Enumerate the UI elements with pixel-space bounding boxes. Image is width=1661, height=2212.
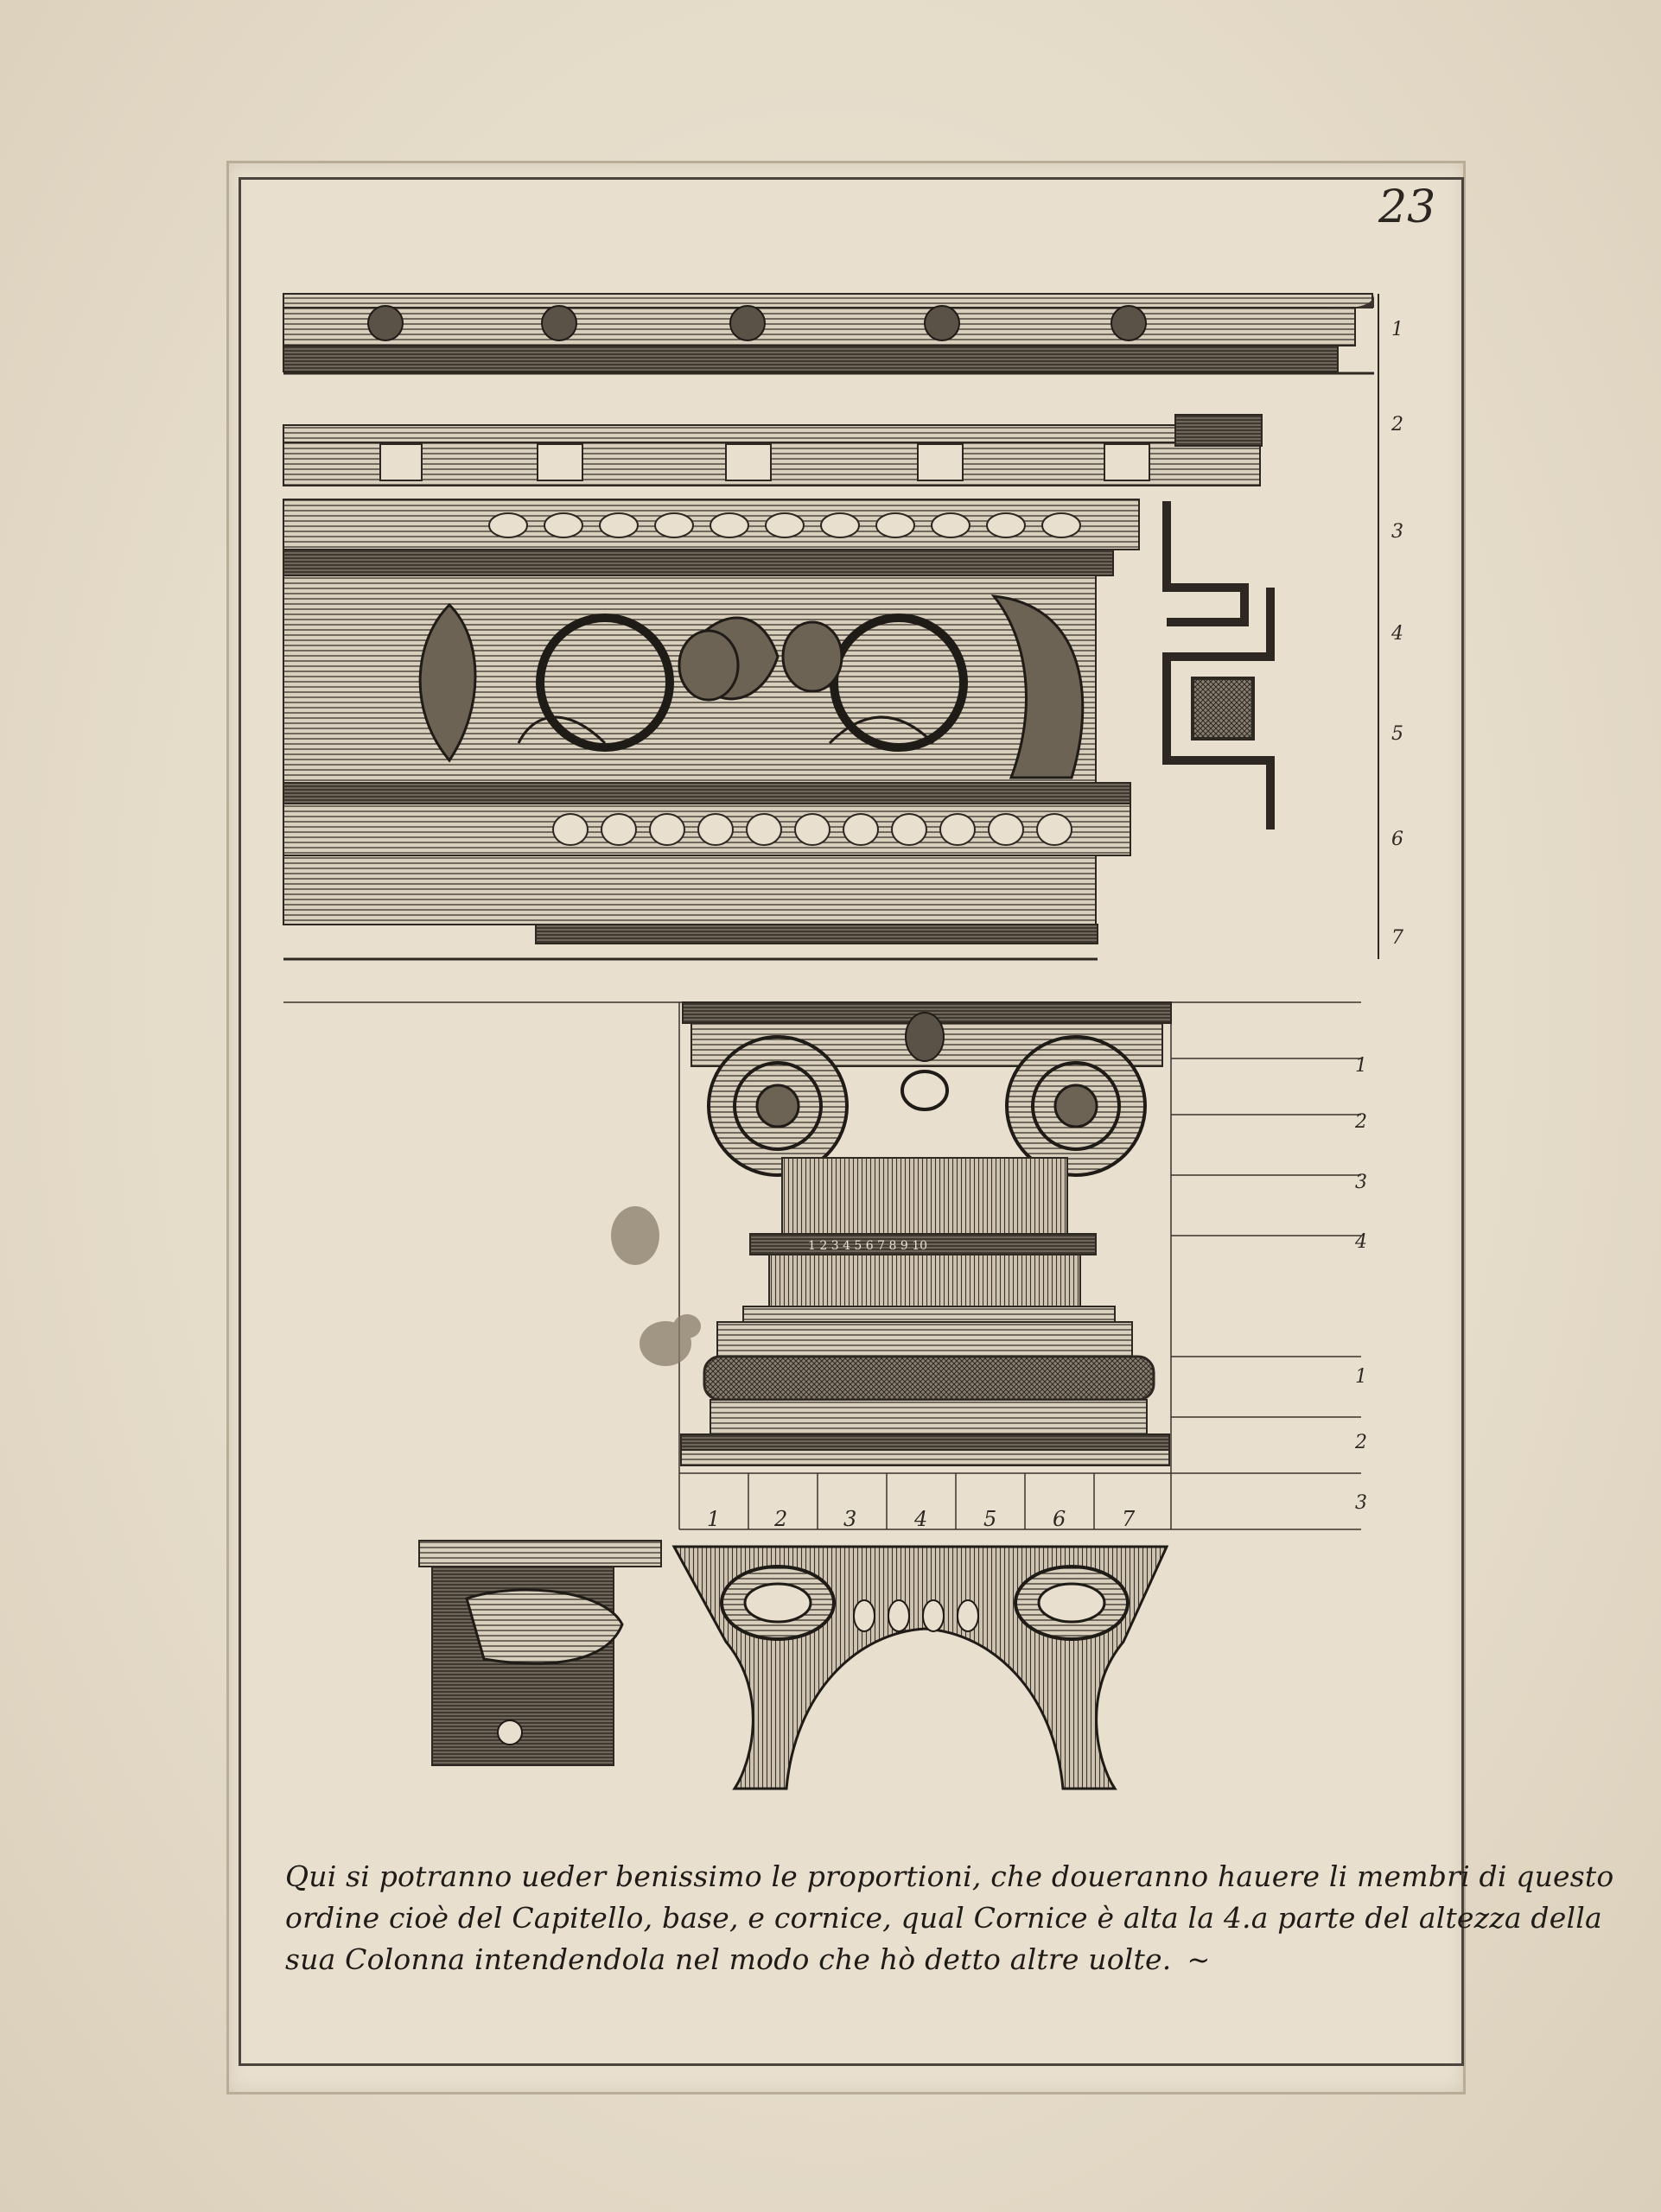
scale-label: 6 bbox=[1391, 829, 1403, 850]
cornice-top bbox=[283, 294, 1374, 373]
caption-text bbox=[285, 1856, 1614, 1980]
scale-label: 4 bbox=[1391, 623, 1403, 645]
scale-label: 2 bbox=[1355, 1432, 1367, 1453]
base-scale bbox=[1354, 1366, 1367, 1514]
caption-line bbox=[285, 1939, 1409, 1980]
caption-line-text: sua Colonna intendendola nel modo che hò detto altre uolte. bbox=[285, 1942, 1172, 1976]
scale-label: 4 bbox=[914, 1507, 928, 1531]
egg-and-dart-lower bbox=[283, 804, 1130, 959]
scale-label: 5 bbox=[983, 1507, 997, 1531]
scale-label: 1 bbox=[1391, 319, 1403, 340]
scale-label: 3 bbox=[1355, 1172, 1367, 1193]
capital-scale bbox=[1354, 1055, 1367, 1253]
egg-and-dart-upper bbox=[283, 499, 1139, 575]
scale-label: 6 bbox=[1053, 1507, 1066, 1531]
meander-fret-panel bbox=[1167, 501, 1270, 830]
scale-label: 2 bbox=[1391, 414, 1403, 435]
scale-label: 2 bbox=[1355, 1111, 1367, 1133]
scale-label: 1 bbox=[1355, 1055, 1367, 1077]
ink-stain bbox=[611, 1206, 701, 1366]
frieze-with-putti bbox=[283, 575, 1130, 804]
scale-label: 4 bbox=[1355, 1231, 1367, 1253]
scale-label: 3 bbox=[1391, 521, 1403, 543]
column-base bbox=[681, 1255, 1169, 1465]
scale-label: 2 bbox=[774, 1507, 788, 1531]
scale-label: 7 bbox=[1391, 927, 1403, 949]
caption-line: ordine cioè del Capitello, base, e cornice, qual Cornice è alta la 4.a parte del altezza della bbox=[285, 1901, 1602, 1935]
dentil-band bbox=[283, 415, 1262, 486]
bottom-scale bbox=[707, 1507, 1136, 1531]
scale-label: 1 bbox=[707, 1507, 721, 1531]
scale-label: 7 bbox=[1122, 1507, 1136, 1531]
scale-label: 3 bbox=[1355, 1492, 1367, 1514]
plinth-scale-label: 1 2 3 4 5 6 7 8 9 10 bbox=[808, 1239, 928, 1253]
capital-plan-view bbox=[674, 1547, 1167, 1789]
ionic-capital bbox=[683, 1002, 1171, 1255]
caption-line: Qui si potranno ueder benissimo le proportioni, che doueranno hauere li membri di questo bbox=[285, 1859, 1614, 1893]
scale-label: 5 bbox=[1391, 723, 1403, 745]
scale-label: 1 bbox=[1355, 1366, 1367, 1388]
flourish-icon: ~ bbox=[1187, 1943, 1211, 1976]
entablature-scale bbox=[1378, 294, 1403, 959]
scale-label: 3 bbox=[843, 1507, 857, 1531]
volute-profile-detail bbox=[419, 1541, 661, 1765]
page-number: 23 bbox=[1378, 181, 1436, 233]
